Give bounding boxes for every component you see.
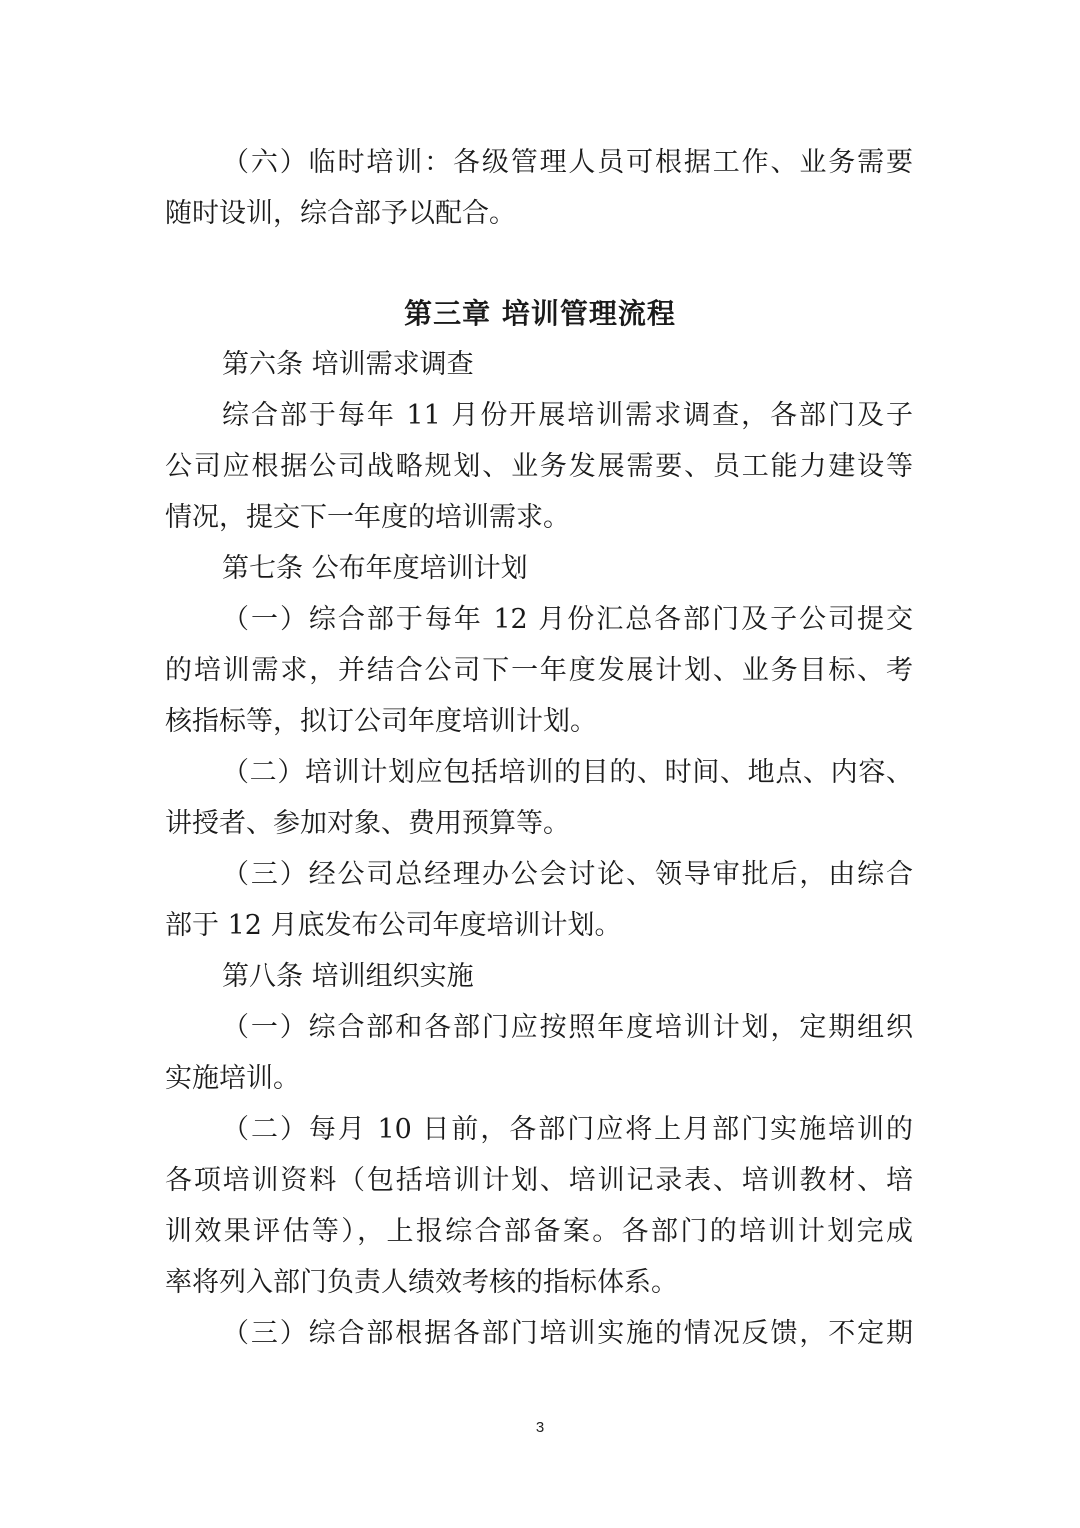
paragraph-line: （三）综合部根据各部门培训实施的情况反馈，不定期 <box>222 1318 913 1349</box>
paragraph-line: （六）临时培训：各级管理人员可根据工作、业务需要 <box>222 147 913 178</box>
paragraph-line: 随时设训，综合部予以配合。 <box>165 198 516 229</box>
article-title: 第六条 培训需求调查 <box>222 349 474 380</box>
paragraph-line: （一）综合部于每年 12 月份汇总各部门及子公司提交 <box>222 604 913 635</box>
paragraph-line: 部于 12 月底发布公司年度培训计划。 <box>165 910 622 941</box>
paragraph-line: 率将列入部门负责人绩效考核的指标体系。 <box>165 1267 678 1298</box>
paragraph-line: 实施培训。 <box>165 1063 300 1094</box>
paragraph-line: 训效果评估等），上报综合部备案。各部门的培训计划完成 <box>165 1216 913 1247</box>
chapter-heading: 第三章 培训管理流程 <box>404 297 676 330</box>
paragraph-line: 的培训需求，并结合公司下一年度发展计划、业务目标、考 <box>165 655 913 686</box>
paragraph-line: 各项培训资料（包括培训计划、培训记录表、培训教材、培 <box>165 1165 913 1196</box>
paragraph-line: （三）经公司总经理办公会讨论、领导审批后，由综合 <box>222 859 913 890</box>
paragraph-line: （二）培训计划应包括培训的目的、时间、地点、内容、 <box>222 757 913 788</box>
paragraph-line: 讲授者、参加对象、费用预算等。 <box>165 808 570 839</box>
page-number: 3 <box>535 1419 545 1436</box>
paragraph-line: 综合部于每年 11 月份开展培训需求调查，各部门及子 <box>222 400 913 431</box>
article-title: 第八条 培训组织实施 <box>222 961 474 992</box>
paragraph-line: （一）综合部和各部门应按照年度培训计划，定期组织 <box>222 1012 913 1043</box>
paragraph-line: 公司应根据公司战略规划、业务发展需要、员工能力建设等 <box>165 451 913 482</box>
paragraph-line: 情况，提交下一年度的培训需求。 <box>165 502 570 533</box>
article-title: 第七条 公布年度培训计划 <box>222 553 528 584</box>
paragraph-line: 核指标等，拟订公司年度培训计划。 <box>165 706 597 737</box>
paragraph-line: （二）每月 10 日前，各部门应将上月部门实施培训的 <box>222 1114 913 1145</box>
